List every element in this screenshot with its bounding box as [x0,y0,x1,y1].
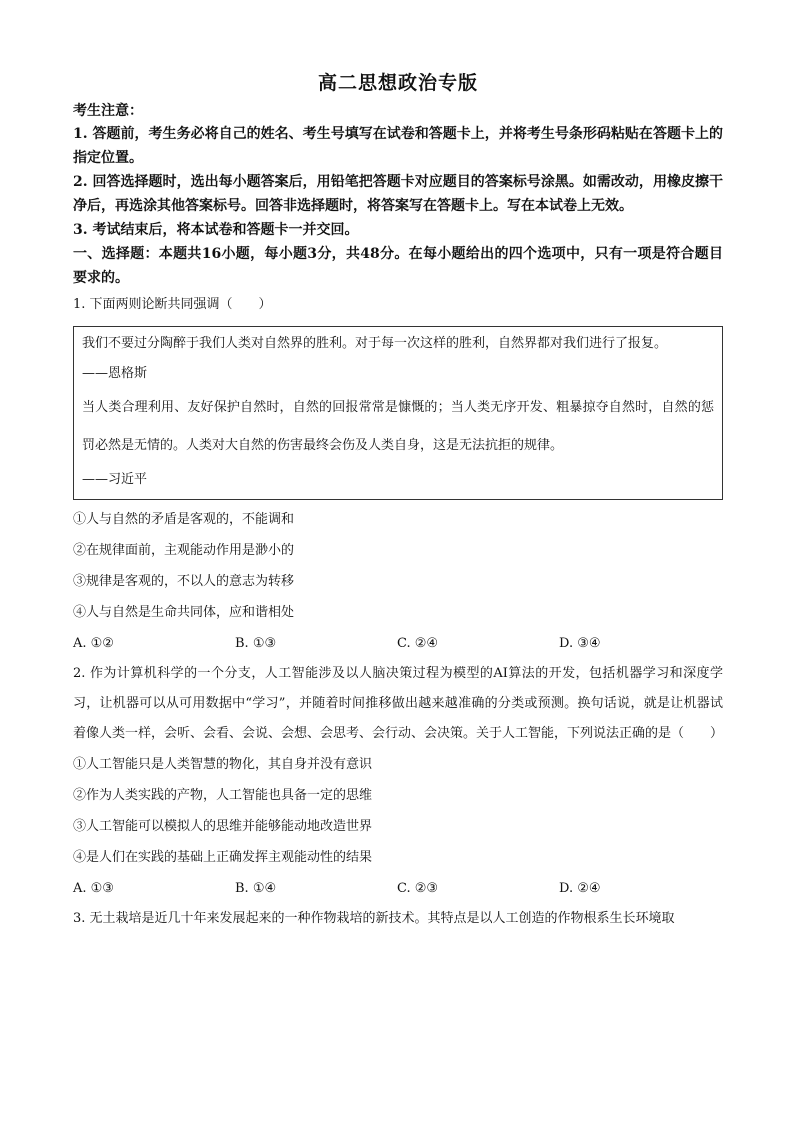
question-1-stem: 1. 下面两则论断共同强调（ ） [73,297,272,312]
question-1-option-4: ④人与自然是生命共同体，应和谐相处 [73,605,295,620]
question-1-choice-d[interactable]: D. ③④ [559,636,601,651]
question-1-quote-box [73,326,723,500]
question-2-choice-d[interactable]: D. ②④ [559,881,601,896]
question-2-choice-a[interactable]: A. ①③ [73,881,114,896]
notice-item-2: 2. 回答选择题时，选出每小题答案后，用铅笔把答题卡对应题目的答案标号涂黑。如需改动，用橡皮擦干净后，再选涂其他答案标号。回答非选择题时，将答案写在答题卡上。写在本试卷上无效。 [73,174,723,214]
quote-xi: 当人类合理利用、友好保护自然时，自然的回报常常是慷慨的；当人类无序开发、粗暴掠夺自然时，自然的惩罚必然是无情的。人类对大自然的伤害最终会伤及人类自身，这是无法抗拒的规律。 [82,400,714,453]
question-1-option-3: ③规律是客观的，不以人的意志为转移 [73,574,295,589]
question-2-option-3: ③人工智能可以模拟人的思维并能够能动地改造世界 [73,819,373,834]
notice-item-1: 1. 答题前，考生务必将自己的姓名、考生号填写在试卷和答题卡上，并将考生号条形码粘贴在答题卡上的指定位置。 [73,126,723,166]
section-intro: 一、选择题：本题共16小题，每小题3分，共48分。在每小题给出的四个选项中，只有一项是符合题目要求的。 [73,246,723,286]
page-title: 高二思想政治专版 [317,72,478,94]
question-1-option-2: ②在规律面前，主观能动作用是渺小的 [73,543,295,558]
question-1-choice-c[interactable]: C. ②④ [397,636,439,651]
question-2-stem: 2. 作为计算机科学的一个分支，人工智能涉及以人脑决策过程为模型的AI算法的开发，包括机器学习和深度学习，让机器可以从可用数据中“学习”，并随着时间推移做出越来越准确的分类或预测。换句话说，就是让机器试着像人类一样，会听、会看、会说、会想、会思考、会行动、会决策。关于人工智能，下列说法正确的是（ ） [73,666,724,741]
exam-page [73,66,723,934]
question-1-choice-b[interactable]: B. ①③ [235,636,277,651]
question-2-choice-b[interactable]: B. ①④ [235,881,277,896]
question-1-choices [73,628,723,659]
question-2-choices [73,873,723,904]
question-2-choice-c[interactable]: C. ②③ [397,881,439,896]
notice-item-3: 3. 考试结束后，将本试卷和答题卡一并交回。 [73,222,359,238]
question-2-option-4: ④是人们在实践的基础上正确发挥主观能动性的结果 [73,850,373,865]
question-3-stem: 3. 无土栽培是近几十年来发展起来的一种作物栽培的新技术。其特点是以人工创造的作物根系生长环境取 [73,911,675,926]
question-2-option-2: ②作为人类实践的产物，人工智能也具备一定的思维 [73,788,373,803]
quote-engels-author: ——恩格斯 [82,366,148,381]
notice-heading: 考生注意： [73,103,143,119]
quote-xi-author: ——习近平 [82,472,148,487]
question-2-option-1: ①人工智能只是人类智慧的物化，其自身并没有意识 [73,757,373,772]
question-1-choice-a[interactable]: A. ①② [73,636,114,651]
question-1-option-1: ①人与自然的矛盾是客观的，不能调和 [73,512,295,527]
quote-engels: 我们不要过分陶醉于我们人类对自然界的胜利。对于每一次这样的胜利，自然界都对我们进行了报复。 [82,336,668,351]
